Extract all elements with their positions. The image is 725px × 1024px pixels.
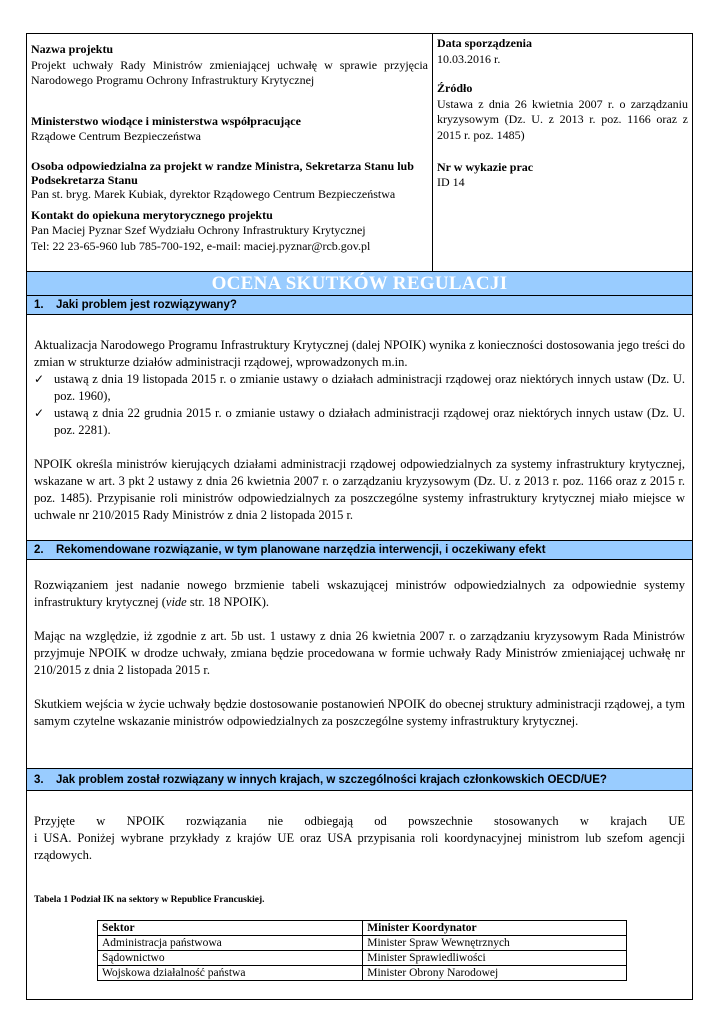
- section-2-paragraph-3: Skutkiem wejścia w życie uchwały będzie dostosowanie postanowień NPOIK do obecnej struktury administracji rządowej, a tym samym czytelne wskazanie ministrów odpowiedzialnych za poszczególne systemy infrastruktury krytycznej.: [34, 697, 685, 728]
- section-3-paragraph: i USA. Poniżej wybrane przykłady z krajów UE oraz USA przypisania roli koordynacyjnej ministrom lub szefom agencji rządowych.: [34, 831, 685, 862]
- list-item-text: ustawą z dnia 22 grudnia 2015 r. o zmianie ustawy o działach administracji rządowej oraz niektórych innych ustaw (Dz. U. poz. 2281).: [54, 406, 685, 437]
- checkmark-icon: ✓: [34, 372, 45, 386]
- ministry: Rządowe Centrum Bezpieczeństwa: [31, 129, 201, 144]
- section-2-paragraph-2: Mając na względzie, iż zgodnie z art. 5b ust. 1 ustawy z dnia 26 kwietnia 2007 r. o zarządzaniu kryzysowym Rada Ministrów przyjmuje NPOIK w drodze uchwały, zmiana będzie procedowana w formie uchwały Rady Ministrów zmieniającej uchwałę nr 210/2015 z dnia 2 listopada 2015 r.: [34, 629, 685, 677]
- section-2-body: [27, 560, 692, 769]
- table-cell: Minister Obrony Narodowej: [363, 966, 627, 981]
- table-cell: Administracja państwowa: [98, 936, 363, 951]
- date-label: Data sporządzenia: [437, 36, 532, 50]
- paragraph-text: Rozwiązaniem jest nadanie nowego brzmienie tabeli wskazującej ministrów odpowiedzialnych za odpowiednie systemy infrastruktury krytycznej (: [34, 578, 685, 609]
- sectors-table: [97, 920, 627, 981]
- contact-line2: Tel: 22 23-65-960 lub 785-700-192, e-mail: maciej.pyznar@rcb.gov.pl: [31, 238, 371, 253]
- table-row: [98, 966, 627, 981]
- ministry-label: Ministerstwo wiodące i ministerstwa współpracujące: [31, 113, 301, 128]
- project-name-label: Nazwa projektu: [31, 42, 114, 56]
- column-header: Minister Koordynator: [363, 921, 627, 936]
- section-1-paragraph: NPOIK określa ministrów kierujących działami administracji rządowej odpowiedzialnych za systemy infrastruktury krytycznej, wskazane w art. 3 pkt 2 ustawy z dnia 26 kwietnia 2007 r. o zarządzaniu kryzysowym (Dz. U. z 2013 r. poz. 1166 oraz z 2015 r. poz. 1485). Przypisanie roli ministrów odpowiedzialnych za poszczególne systemy infrastruktury krytycznej miało miejsce w uchwale nr 210/2015 Rady Ministrów z dnia 2 listopada 2015 r.: [34, 457, 685, 522]
- section-3-body: [27, 791, 692, 999]
- section-number: 1.: [34, 299, 44, 311]
- section-2-heading: [27, 541, 692, 560]
- section-number: 3.: [34, 774, 44, 786]
- table-row: [98, 936, 627, 951]
- table-header-row: [98, 921, 627, 936]
- paragraph-italic: vide: [165, 595, 187, 609]
- table-cell: Wojskowa działalność państwa: [98, 966, 363, 981]
- section-3-heading: [27, 769, 692, 791]
- list-item: [34, 371, 685, 405]
- table-cell: Minister Sprawiedliwości: [363, 951, 627, 966]
- contact-label: Kontakt do opiekuna merytorycznego projektu: [31, 207, 273, 222]
- osr-banner: OCENA SKUTKÓW REGULACJI: [27, 272, 692, 296]
- source-value: Ustawa z dnia 26 kwietnia 2007 r. o zarządzaniu kryzysowym (Dz. U. z 2013 r. poz. 1166 oraz z 2015 r. poz. 1485): [437, 96, 688, 142]
- project-name: Projekt uchwały Rady Ministrów zmieniającej uchwałę w sprawie przyjęcia Narodowego Programu Ochrony Infrastruktury Krytycznej: [31, 57, 428, 88]
- date-value: 10.03.2016 r.: [437, 51, 501, 66]
- contact-line1: Pan Maciej Pyznar Szef Wydziału Ochrony Infrastruktury Krytycznej: [31, 223, 366, 238]
- checkmark-icon: ✓: [34, 406, 45, 420]
- responsible-label: Osoba odpowiedzialna za projekt w randze Ministra, Sekretarza Stanu lub Podsekretarza Stanu: [31, 158, 414, 187]
- section-1-heading: [27, 296, 692, 315]
- paragraph-text: str. 18 NPOIK).: [186, 595, 270, 609]
- section-title: Jak problem został rozwiązany w innych krajach, w szczególności krajach członkowskich OECD/UE?: [56, 774, 607, 786]
- section-number: 2.: [34, 544, 44, 556]
- responsible: Pan st. bryg. Marek Kubiak, dyrektor Rządowego Centrum Bezpieczeństwa: [31, 186, 396, 201]
- header-block: [27, 34, 692, 272]
- table-row: [98, 951, 627, 966]
- column-header: Sektor: [98, 921, 363, 936]
- section-3-paragraph-line: Przyjęte w NPOIK rozwiązania nie odbiegają od powszechnie stosowanych w krajach UE: [34, 814, 685, 828]
- header-right-column: [433, 34, 692, 271]
- section-2-paragraph-1: [34, 577, 685, 611]
- section-title: Rekomendowane rozwiązanie, w tym planowane narzędzia interwencji, i oczekiwany efekt: [56, 544, 546, 556]
- list-item: [34, 405, 685, 439]
- header-left-column: [27, 34, 433, 271]
- section-1-intro: Aktualizacja Narodowego Programu Infrastruktury Krytycznej (dalej NPOIK) wynika z konieczności dostosowania jego treści do zmian w strukturze działów administracji rządowej, wprowadzonych m.in.: [34, 338, 685, 369]
- table-caption: Tabela 1 Podział IK na sektory w Republice Francuskiej.: [34, 895, 265, 905]
- source-label: Źródło: [437, 81, 473, 96]
- worklist-label: Nr w wykazie prac: [437, 159, 534, 174]
- table-cell: Sądownictwo: [98, 951, 363, 966]
- list-item-text: ustawą z dnia 19 listopada 2015 r. o zmianie ustawy o działach administracji rządowej oraz niektórych innych ustaw (Dz. U. poz. 1960),: [54, 372, 685, 403]
- section-title: Jaki problem jest rozwiązywany?: [56, 299, 237, 311]
- worklist-value: ID 14: [437, 175, 465, 190]
- regulatory-impact-form: [26, 33, 693, 1000]
- section-1-body: [27, 315, 692, 541]
- table-cell: Minister Spraw Wewnętrznych: [363, 936, 627, 951]
